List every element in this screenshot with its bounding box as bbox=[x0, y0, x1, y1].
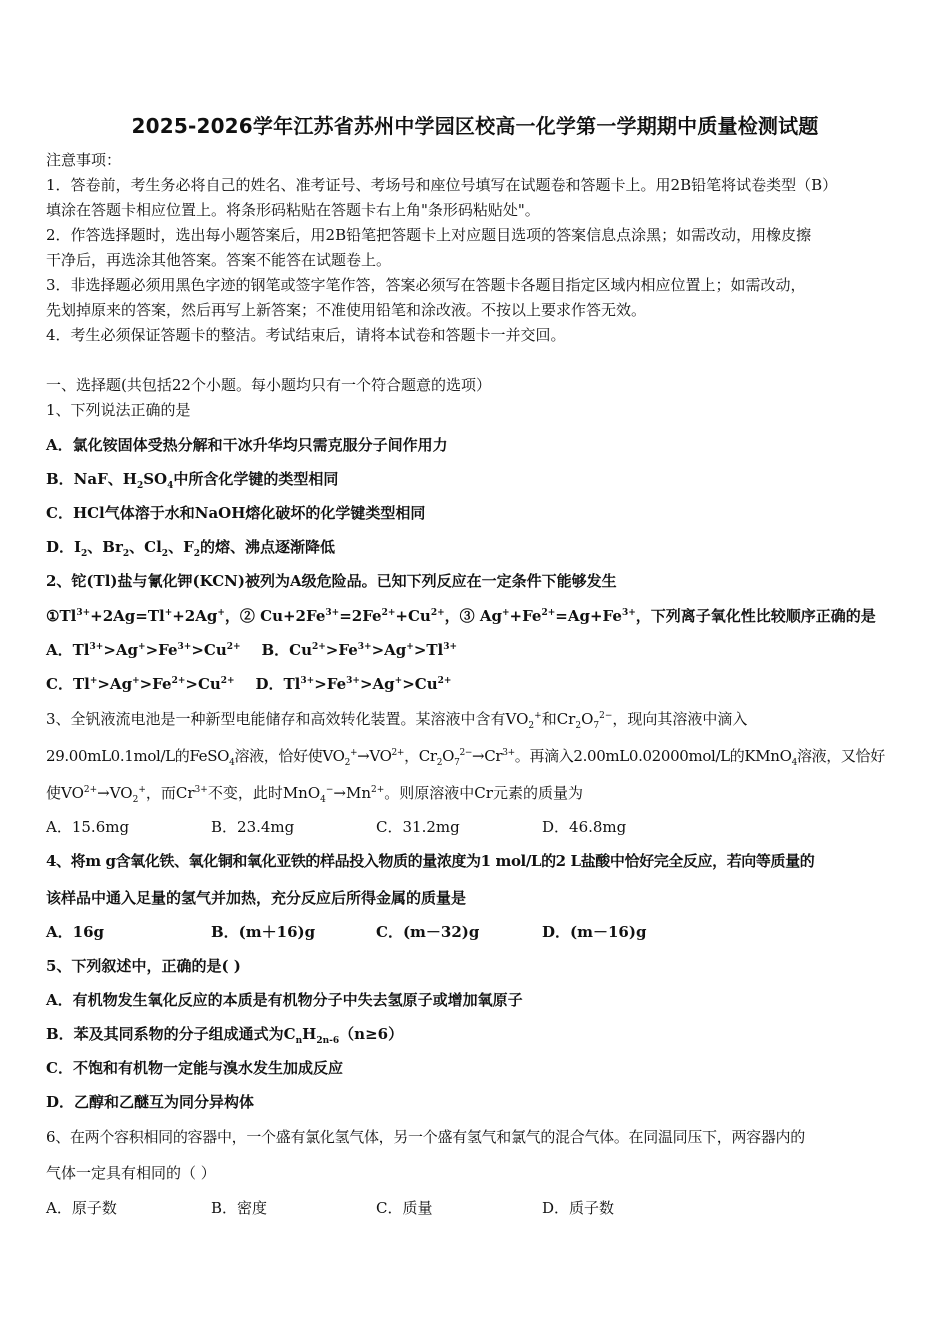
question-1-option-a: A．氯化铵固体受热分解和干冰升华均只需克服分子间作用力 bbox=[46, 436, 448, 454]
question-2-option-a: A．$Tl^{3+}>Ag^+>Fe^{3+}>Cu^{2+}$ bbox=[46, 641, 241, 659]
question-6-option-d: D．质子数 bbox=[542, 1199, 615, 1217]
question-6-option-a: A．原子数 bbox=[46, 1199, 117, 1217]
question-5-option-c: C．不饱和有机物一定能与溴水发生加成反应 bbox=[46, 1059, 343, 1077]
question-3-option-b: B．23.4mg bbox=[211, 818, 295, 836]
notice-line: 4．考生必须保证答题卡的整洁。考试结束后，请将本试卷和答题卡一并交回。 bbox=[46, 326, 566, 344]
question-5-option-d: D．乙醇和乙醚互为同分异构体 bbox=[46, 1093, 255, 1111]
notice-heading: 注意事项： bbox=[46, 151, 122, 169]
question-2-options-ab bbox=[46, 640, 916, 660]
question-5-option-a: A．有机物发生氧化反应的本质是有机物分子中失去氢原子或增加氧原子 bbox=[46, 991, 523, 1009]
question-5-stem: 5、下列叙述中，正确的是( ) bbox=[46, 957, 241, 975]
question-4-option-a: A．16g bbox=[46, 923, 105, 941]
section-heading: 一、选择题(共包括22个小题。每小题均只有一个符合题意的选项） bbox=[46, 376, 491, 394]
question-2-options-cd bbox=[46, 674, 916, 694]
question-1-option-c: C．HCl气体溶于水和NaOH熔化破坏的化学键类型相同 bbox=[46, 504, 426, 522]
question-4-option-d: D．(m－16)g bbox=[542, 923, 647, 941]
question-6-options bbox=[46, 1198, 916, 1218]
question-1-option-d: D．$I_2$、$Br_2$、$Cl_2$、$F_2$的熔、沸点逐渐降低 bbox=[46, 538, 335, 559]
question-2-option-c: C．$Tl^+>Ag^+>Fe^{2+}>Cu^{2+}$ bbox=[46, 675, 235, 693]
question-4-options bbox=[46, 922, 916, 942]
question-2-stem: 2、铊(Tl)盐与氰化钾(KCN)被列为A级危险品。已知下列反应在一定条件下能够发生 bbox=[46, 572, 617, 590]
notice-line: 先划掉原来的答案，然后再写上新答案；不准使用铅笔和涂改液。不按以上要求作答无效。 bbox=[46, 301, 647, 319]
question-4-line-1: 4、将m g含氧化铁、氧化铜和氧化亚铁的样品投入物质的量浓度为1 mol/L的2 L盐酸中恰好完全反应，若向等质量的 bbox=[46, 852, 815, 870]
question-2-option-d: D．$Tl^{3+}>Fe^{3+}>Ag^+>Cu^{2+}$ bbox=[255, 675, 452, 693]
question-4-option-c: C．(m－32)g bbox=[376, 923, 480, 941]
question-4-option-b: B．(m＋16)g bbox=[211, 923, 316, 941]
question-3-option-d: D．46.8mg bbox=[542, 818, 627, 836]
question-1-option-b: B．NaF、$H_2SO_4$中所含化学键的类型相同 bbox=[46, 470, 339, 491]
question-4-line-2: 该样品中通入足量的氢气并加热，充分反应后所得金属的质量是 bbox=[46, 889, 467, 907]
notice-line: 1．答卷前，考生务必将自己的姓名、准考证号、考场号和座位号填写在试题卷和答题卡上。用2B铅笔将试卷类型（B） bbox=[46, 176, 838, 194]
question-6-line-2: 气体一定具有相同的（ ） bbox=[46, 1164, 216, 1182]
question-3-line-1: 3、全钒液流电池是一种新型电能储存和高效转化装置。某溶液中含有$VO_2^+$和$Cr_2O_7^{2-}$，现向其溶液中滴入 bbox=[46, 710, 748, 731]
question-3-option-a: A．15.6mg bbox=[46, 818, 130, 836]
question-6-option-b: B．密度 bbox=[211, 1199, 268, 1217]
notice-line: 干净后，再选涂其他答案。答案不能答在试题卷上。 bbox=[46, 251, 392, 269]
exam-title: 2025-2026学年江苏省苏州中学园区校高一化学第一学期期中质量检测试题 bbox=[131, 114, 819, 138]
notice-line: 填涂在答题卡相应位置上。将条形码粘贴在答题卡右上角"条形码粘贴处"。 bbox=[46, 201, 540, 219]
question-3-line-3: 使$VO^{2+}\to VO_2^+$，而$Cr^{3+}$不变，此时$MnO_4^-\to Mn^{2+}$。则原溶液中Cr元素的质量为 bbox=[46, 784, 583, 805]
question-6-option-c: C．质量 bbox=[376, 1199, 433, 1217]
question-3-options bbox=[46, 817, 916, 837]
question-2-reactions: $①Tl^{3+}+2Ag=Tl^++2Ag^+$，② $Cu+2Fe^{3+}=2Fe^{2+}+Cu^{2+}$，③ $Ag^++Fe^{2+}=Ag+Fe^{3+}$，下列离子氧化性比较顺序正确的是 bbox=[46, 607, 876, 625]
question-5-option-b: B．苯及其同系物的分子组成通式为$C_nH_{2n-6}(n\ge 6)$ bbox=[46, 1025, 404, 1046]
question-3-line-2: 29.00mL0.1mol/L的FeSO$_4$溶液，恰好使$VO_2^+\to VO^{2+}$，$Cr_2O_7^{2-}\to Cr^{3+}$。再滴入2.00mL0.02000mol/L的KMnO$_4$溶液，又恰好 bbox=[46, 747, 885, 768]
question-1-stem: 1、下列说法正确的是 bbox=[46, 401, 191, 419]
question-2-option-b: B．$Cu^{2+}>Fe^{3+}>Ag^+>Tl^{3+}$ bbox=[261, 641, 458, 659]
notice-line: 3．非选择题必须用黑色字迹的钢笔或签字笔作答，答案必须写在答题卡各题目指定区域内相应位置上；如需改动， bbox=[46, 276, 806, 294]
question-6-line-1: 6、在两个容积相同的容器中，一个盛有氯化氢气体，另一个盛有氢气和氯气的混合气体。在同温同压下，两容器内的 bbox=[46, 1128, 805, 1146]
notice-line: 2．作答选择题时，选出每小题答案后，用2B铅笔把答题卡上对应题目选项的答案信息点涂黑；如需改动，用橡皮擦 bbox=[46, 226, 812, 244]
question-3-option-c: C．31.2mg bbox=[376, 818, 460, 836]
